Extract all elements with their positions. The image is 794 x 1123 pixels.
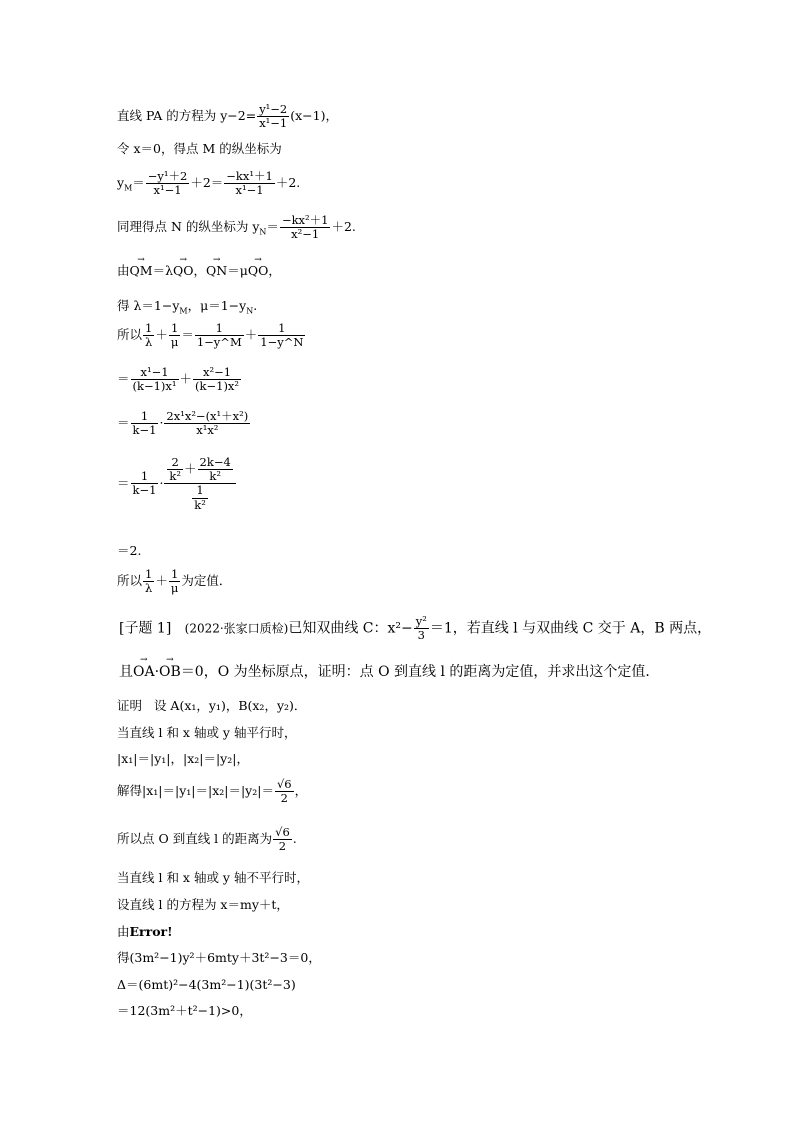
proof-discriminant-simplified: ＝12(3m²＋t²−1)>0， xyxy=(117,1003,252,1018)
proof-quadratic: 得(3m²−1)y²＋6mty＋3t²−3＝0， xyxy=(117,950,321,965)
line-ym: $y_M=$ $\frac{\text{−y¹＋2}}{\text{x¹−1}}$ ＋2＝ $\frac{\text{−kx¹＋1}}{\text{x¹−1}}$ ＋2. xyxy=(117,169,301,198)
fraction: $\frac{1}{1-y\^{}M}$ xyxy=(196,321,242,350)
fraction: $\frac{\text{2x¹x²−(x¹＋x²)}}{\text{x¹x²}}$ xyxy=(166,409,249,438)
line-pa-equation: 直线 PA 的方程为 y−2= $\frac{\text{y¹−2}}{\text{x¹−1}}$ (x−1)， xyxy=(117,102,338,131)
fraction: $\frac{\text{−y¹＋2}}{\text{x¹−1}}$ xyxy=(147,169,188,198)
line-vectors: 由→ QM＝λ→ QO，→ QN＝μ→ QO， xyxy=(117,265,281,278)
line-lambda-mu: 得 $\lambda=1-y_M$，$\mu=1-y_N$. xyxy=(117,298,258,316)
problem-statement-line-1: [子题 1] (2022·张家口质检)已知双曲线 C：x²− $\frac{\text{y²}}{3}$ ＝1，若直线 l 与双曲线 C 交于 A，B 两点， xyxy=(119,614,712,643)
fraction: $\frac{1}{\lambda}$ xyxy=(145,567,153,596)
fraction: $\frac{1}{k-1}$ xyxy=(132,409,157,438)
fraction: $\frac{1}{\text{k²}}$ xyxy=(194,483,206,512)
line-yn: 同理得点 N 的纵坐标为 $y_N=$ $\frac{\text{−kx²＋1}}{\text{x²−1}}$ ＋2. xyxy=(117,213,356,242)
compound-fraction: $\frac{2}{\text{k²}}$ ＋ $\frac{2k-4}{\text{k²}}$ $\frac{1}{\text{k²}}$ xyxy=(164,456,235,512)
proof-start: 证明 设 A(x₁，y₁)，B(x₂，y₂)． xyxy=(117,698,307,713)
line-step-3: ＝ $\frac{1}{k-1}$ · $\frac{\text{2x¹x²−(x¹＋x²)}}{\text{x¹x²}}$ xyxy=(117,409,249,438)
line-sum-reciprocal: 所以 $\frac{1}{\lambda}$ ＋ $\frac{1}{\mu}$ ＝ $\frac{1}{1-y\^{}M}$ ＋ $\frac{1}{1-y\^{}N}$ xyxy=(117,321,304,350)
line-let-x: 令 x＝0，得点 M 的纵坐标为 xyxy=(117,141,282,156)
proof-case-parallel: 当直线 l 和 x 轴或 y 轴平行时， xyxy=(117,725,297,740)
line-conclusion: 所以 $\frac{1}{\lambda}$ ＋ $\frac{1}{\mu}$ 为定值． xyxy=(117,567,232,596)
fraction: $\frac{\text{y²}}{3}$ xyxy=(415,614,427,643)
problem-statement-line-2: 且→ OA·→ OB＝0，O 为坐标原点，证明：点 O 到直线 l 的距离为定值，并求出这个定值． xyxy=(119,665,659,679)
fraction: $\frac{1}{1-y\^{}N}$ xyxy=(260,321,304,350)
fraction: $\frac{1}{\mu}$ xyxy=(170,567,179,596)
proof-case-not-parallel: 当直线 l 和 x 轴或 y 轴不平行时， xyxy=(117,870,309,885)
fraction: $\frac{1}{k-1}$ xyxy=(132,469,157,498)
error-text: Error! xyxy=(129,924,173,939)
proof-distance: 所以点 O 到直线 l 的距离为 $\frac{√6}{2}$ . xyxy=(117,825,297,854)
fraction: $\frac{2k-4}{\text{k²}}$ xyxy=(199,455,231,484)
proof-line-equation: 设直线 l 的方程为 x＝my＋t， xyxy=(117,897,289,912)
line-step-2: ＝ $\frac{\text{x¹−1}}{\text{(k−1)x¹}}$ ＋ $\frac{\text{x²−1}}{\text{(k−1)x²}}$ xyxy=(117,365,240,394)
problem-tag: [子题 1] xyxy=(119,620,172,637)
fraction: $\frac{\text{y¹−2}}{\text{x¹−1}}$ xyxy=(259,102,288,131)
fraction: $\frac{2}{\text{k²}}$ xyxy=(169,455,182,484)
fraction: $\frac{\text{−kx²＋1}}{\text{x²−1}}$ xyxy=(281,213,329,242)
proof-abs-equal: |x₁|＝|y₁|，|x₂|＝|y₂|， xyxy=(117,751,249,766)
fraction: $\frac{\text{−kx¹＋1}}{\text{x¹−1}}$ xyxy=(226,169,273,198)
fraction: $\frac{1}{\mu}$ xyxy=(170,321,179,350)
line-step-4: ＝ $\frac{1}{k-1}$ · $\frac{2}{\text{k²}}$ ＋ $\frac{2k-4}{\text{k²}}$ $\frac{1}{\text{k²}}$ xyxy=(117,456,237,512)
proof-solve: 解得|x₁|＝|y₁|＝|x₂|＝|y₂|＝ $\frac{√6}{2}$ ， xyxy=(117,777,308,806)
proof-discriminant: Δ＝(6mt)²−4(3m²−1)(3t²−3) xyxy=(117,977,296,992)
fraction: $\frac{√6}{2}$ xyxy=(275,825,290,854)
fraction: $\frac{√6}{2}$ xyxy=(276,777,292,806)
proof-tag: 证明 xyxy=(117,698,143,713)
fraction: $\frac{\text{x¹−1}}{\text{(k−1)x¹}}$ xyxy=(132,365,177,394)
proof-system: 由Error! xyxy=(117,924,173,939)
problem-source: (2022·张家口质检) xyxy=(184,621,289,636)
line-equals-two: ＝2. xyxy=(117,543,142,558)
fraction: $\frac{\text{x²−1}}{\text{(k−1)x²}}$ xyxy=(195,365,240,394)
fraction: $\frac{1}{\lambda}$ xyxy=(145,321,153,350)
